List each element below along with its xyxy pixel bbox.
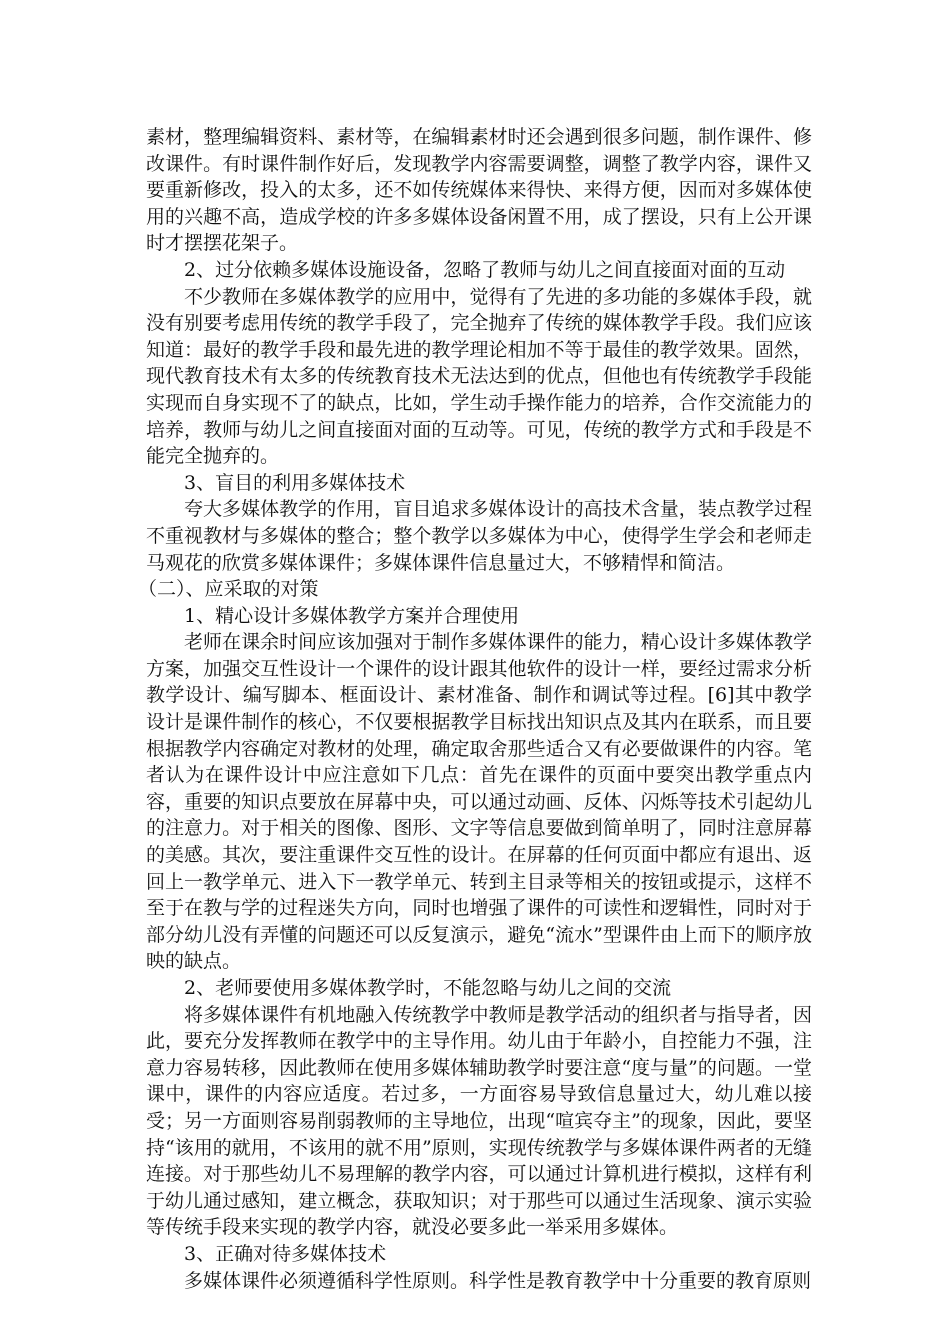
subheading-communication: 2、老师要使用多媒体教学时，不能忽略与幼儿之间的交流 — [184, 977, 672, 999]
subheading-blind-use: 3、盲目的利用多媒体技术 — [184, 471, 406, 494]
subheading-design-plan: 1、精心设计多媒体教学方案并合理使用 — [184, 604, 520, 627]
paragraph-blind-use: 夸大多媒体教学的作用，盲目追求多媒体设计的高技术含量，装点教学过程不重视教材与多媒体的整合；整个教学以多媒体为中心，使得学生学会和老师走马观花的欣赏多媒体课件；多媒体课件信息量过大，不够精悍和简洁。 — [146, 498, 812, 574]
paragraph-correct-attitude: 多媒体课件必须遵循科学性原则。科学性是教育教学中十分重要的教育原则 — [184, 1269, 812, 1292]
paragraph-continuation: 素材，整理编辑资料、素材等，在编辑素材时还会遇到很多问题，制作课件、修改课件。有时课件制作好后，发现教学内容需要调整，调整了教学内容，课件又要重新修改，投入的太多，还不如传统媒体来得快、来得方便，因而对多媒体使用的兴趣不高，造成学校的许多多媒体设备闲置不用，成了摆设，只有上公开课时才摆摆花架子。 — [146, 126, 812, 255]
paragraph-over-reliance: 不少教师在多媒体教学的应用中，觉得有了先进的多功能的多媒体手段，就没有别要考虑用传统的教学手段了，完全抛弃了传统的媒体教学手段。我们应该知道：最好的教学手段和最先进的教学理论相加不等于最佳的教学效果。固然，现代教育技术有太多的传统教育技术无法达到的优点，但他也有传统教学手段能实现而自身实现不了的缺点，比如，学生动手操作能力的培养，合作交流能力的培养，教师与幼儿之间直接面对面的互动等。可见，传统的教学方式和手段是不能完全抛弃的。 — [146, 285, 812, 468]
subheading-over-reliance: 2、过分依赖多媒体设施设备，忽略了教师与幼儿之间直接面对面的互动 — [184, 258, 786, 281]
subheading-correct-attitude: 3、正确对待多媒体技术 — [184, 1242, 387, 1265]
paragraph-design-plan: 老师在课余时间应该加强对于制作多媒体课件的能力，精心设计多媒体教学方案，加强交互性设计一个课件的设计跟其他软件的设计一样，要经过需求分析教学设计、编写脚本、框面设计、素材准备、制作和调试等过程。[6]其中教学设计是课件制作的核心，不仅要根据教学目标找出知识点及其内在联系，而且要根据教学内容确定对教材的处理，确定取舍那些适合又有必要做课件的内容。笔者认为在课件设计中应注意如下几点：首先在课件的页面中要突出教学重点内容，重要的知识点要放在屏幕中央，可以通过动画、反体、闪烁等技术引起幼儿的注意力。对于相关的图像、图形、文字等信息要做到简单明了，同时注意屏幕的美感。其次，要注重课件交互性的设计。在屏幕的任何页面中都应有退出、返回上一教学单元、进入下一教学单元、转到主目录等相关的按钮或提示，这样不至于在教与学的过程迷失方向，同时也增强了课件的可读性和逻辑性，同时对于部分幼儿没有弄懂的问题还可以反复演示，避免“流水”型课件由上而下的顺序放映的缺点。 — [146, 631, 812, 973]
document-body — [138, 124, 812, 1294]
section-heading-countermeasures: （二）、应采取的对策 — [138, 578, 319, 601]
paragraph-communication: 将多媒体课件有机地融入传统教学中教师是教学活动的组织者与指导者，因此，要充分发挥教师在教学中的主导作用。幼儿由于年龄小，自控能力不强，注意力容易转移，因此教师在使用多媒体辅助教学时要注意“度与量”的问题。一堂课中，课件的内容应适度。若过多，一方面容易导致信息量过大，幼儿难以接受；另一方面则容易削弱教师的主导地位，出现“喧宾夺主”的现象，因此，要坚持“该用的就用，不该用的就不用”原则，实现传统教学与多媒体课件两者的无缝连接。对于那些幼儿不易理解的教学内容，可以通过计算机进行模拟，这样有利于幼儿通过感知，建立概念，获取知识；对于那些可以通过生活现象、演示实验等传统手段来实现的教学内容，就没必要多此一举采用多媒体。 — [146, 1003, 812, 1239]
